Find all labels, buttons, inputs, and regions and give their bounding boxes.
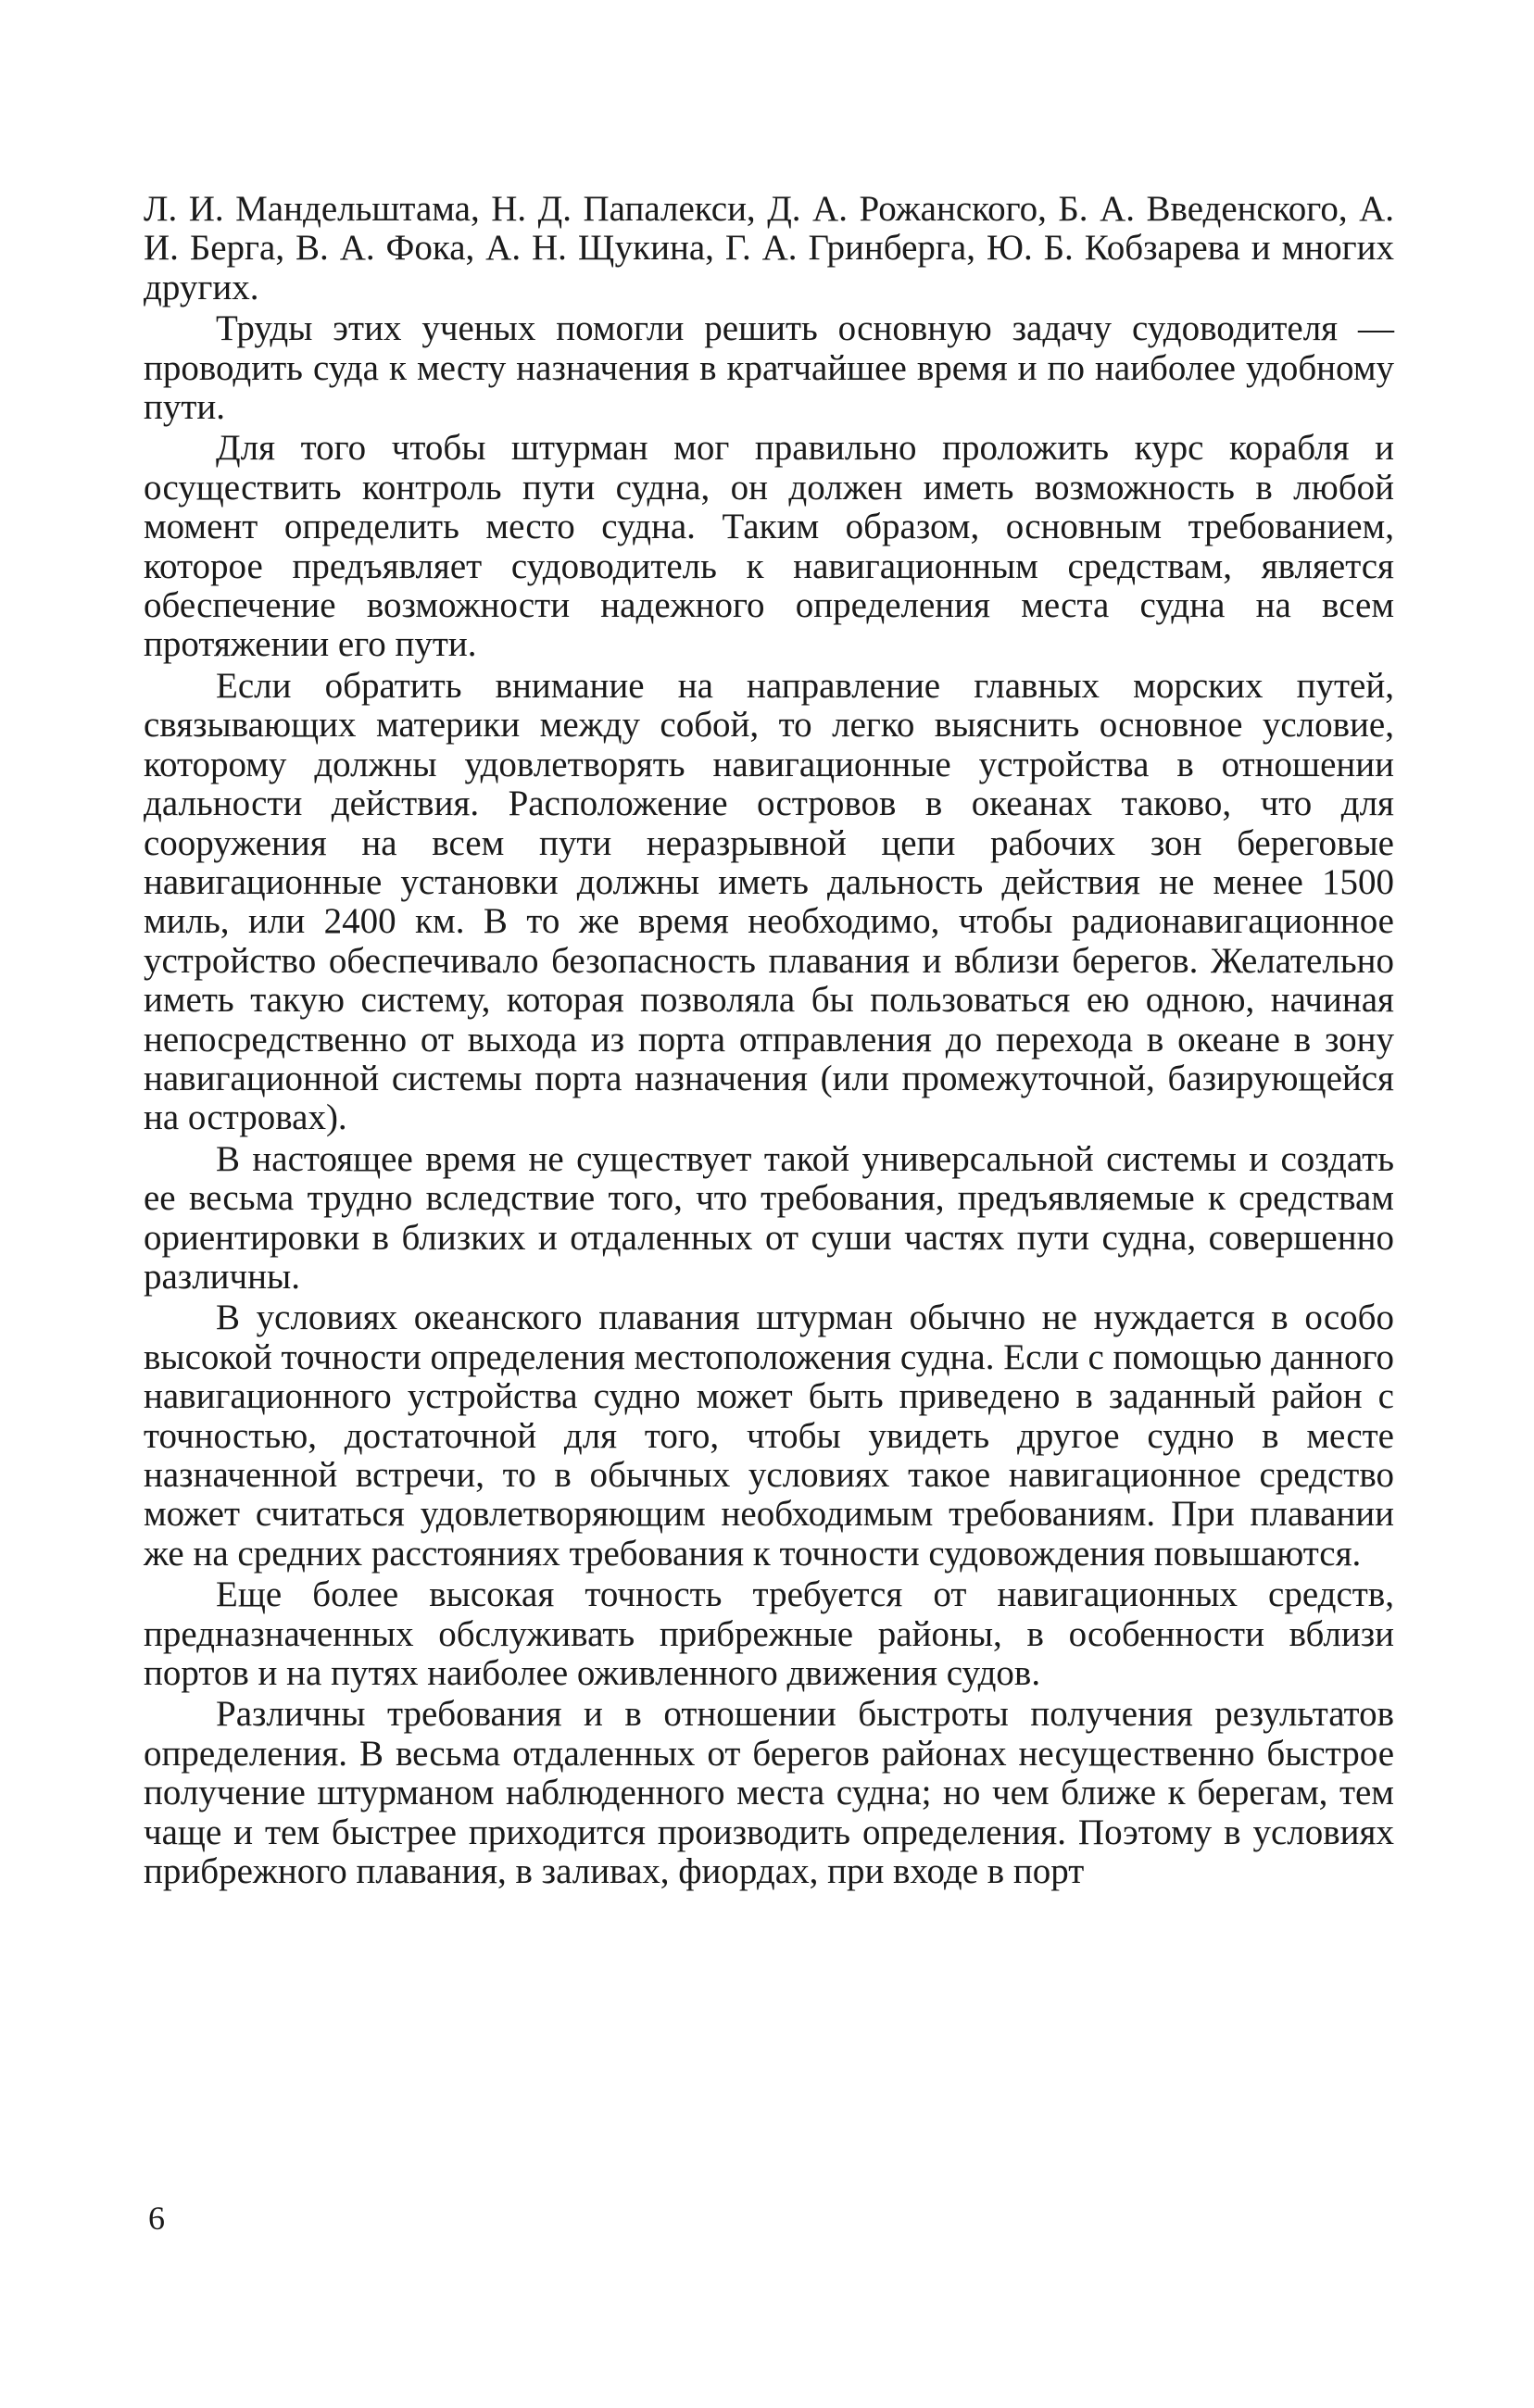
paragraph-scientists-list: Л. И. Мандельштама, Н. Д. Папалекси, Д. А. Рожанского, Б. А. Введенского, А. И. Берга, В. А. Фока, А. Н. Щукина, Г. А. Гринберга, Ю. Б. Кобзарева и многих других.: [144, 189, 1394, 307]
paragraph-position-fixing: Для того чтобы штурман мог правильно проложить курс корабля и осуществить контроль пути судна, он должен иметь возможность в любой момент определить место судна. Таким образом, основным требованием, которое предъявляет судоводитель к навигационным средствам, является обеспечение возможности надежного определения места судна на всем протяжении его пути.: [144, 428, 1394, 665]
page-number: 6: [148, 2200, 165, 2237]
paragraph-universal-system: В настоящее время не существует такой универсальной системы и создать ее весьма трудно вследствие того, что требования, предъявляемые к средствам ориентировки в близких и отдаленных от суши частях пути судна, совершенно различны.: [144, 1138, 1394, 1297]
paragraph-fix-speed: Различны требования и в отношении быстроты получения результатов определения. В весьма отдаленных от берегов районах несущественно быстрое получение штурманом наблюденного места судна; но чем ближе к берегам, тем чаще и тем быстрее приходится производить определения. Поэтому в условиях прибрежного плавания, в заливах, фиордах, при входе в порт: [144, 1694, 1394, 1892]
page-body: [144, 190, 1394, 1893]
paragraph-range-requirements: Если обратить внимание на направление главных морских путей, связывающих материки между собой, то легко выяснить основное условие, которому должны удовлетворять навигационные устройства в отношении дальности действия. Расположение островов в океанах таково, что для сооружения на всем пути неразрывной цепи рабочих зон береговые навигационные установки должны иметь дальность действия не менее 1500 миль, или 2400 км. В то же время необходимо, чтобы радионавигационное устройство обеспечивало безопасность плавания и вблизи берегов. Желательно иметь такую систему, которая позволяла бы пользоваться ею одною, начиная непосредственно от выхода из порта отправления до перехода в океане в зону навигационной системы порта назначения (или промежуточной, базирующейся на островах).: [144, 665, 1394, 1138]
paragraph-ocean-accuracy: В условиях океанского плавания штурман обычно не нуждается в особо высокой точности определения местоположения судна. Если с помощью данного навигационного устройства судно может быть приведено в заданный район с точностью, достаточной для того, чтобы увидеть другое судно в месте назначенной встречи, то в обычных условиях такое навигационное средство может считаться удовлетворяющим необходимым требованиям. При плавании же на средних расстояниях требования к точности судовождения повышаются.: [144, 1298, 1394, 1574]
paragraph-navigator-task: Труды этих ученых помогли решить основную задачу судоводителя — проводить суда к месту назначения в кратчайшее время и по наиболее удобному пути.: [144, 308, 1394, 428]
paragraph-coastal-accuracy: Еще более высокая точность требуется от навигационных средств, предназначенных обслуживать прибрежные районы, в особенности вблизи портов и на путях наиболее оживленного движения судов.: [144, 1574, 1394, 1694]
